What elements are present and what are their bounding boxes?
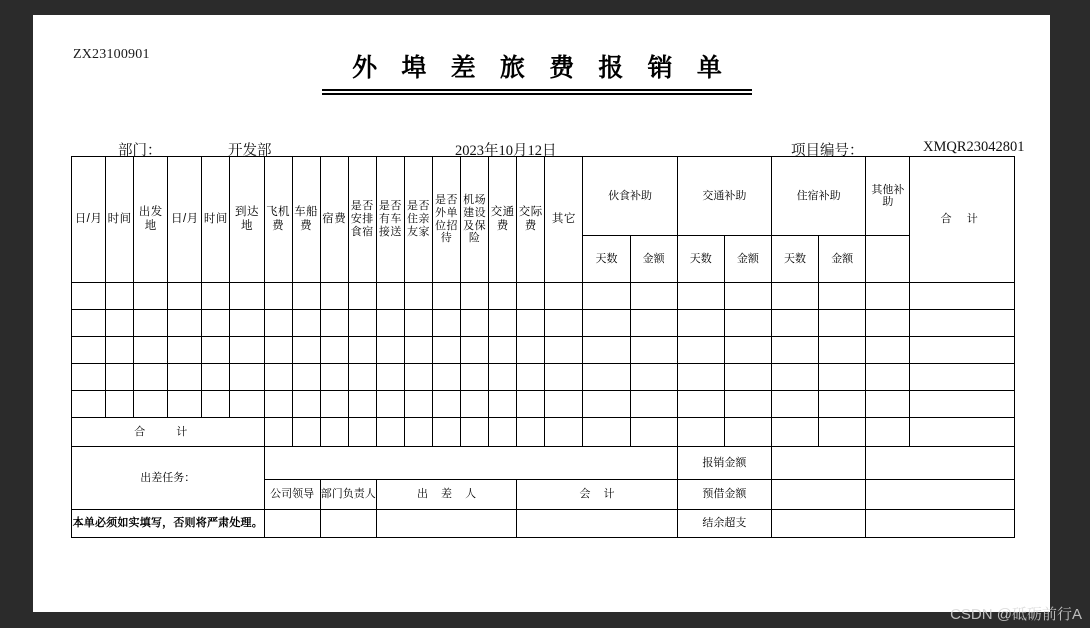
cell-lodging-amount[interactable]: [819, 364, 866, 391]
cell-depart-time[interactable]: [106, 391, 134, 418]
cell-other-fee[interactable]: [545, 364, 583, 391]
col-header-stay-relatives: 是否住亲友家: [404, 157, 432, 283]
col-header-lodging-days: 天数: [771, 236, 818, 283]
cell-train-boat-fare[interactable]: [292, 337, 320, 364]
cell-meal-days[interactable]: [583, 310, 630, 337]
cell-departure-place[interactable]: [134, 391, 168, 418]
cell-transport-days[interactable]: [677, 364, 724, 391]
summary-other-fee[interactable]: [545, 418, 583, 447]
cell-other-subsidy[interactable]: [866, 337, 910, 364]
cell-car-pickup[interactable]: [376, 283, 404, 310]
cell-meals-arranged[interactable]: [348, 364, 376, 391]
cell-grand-total[interactable]: [910, 310, 1015, 337]
cell-transport-days[interactable]: [677, 310, 724, 337]
col-header-depart-date: 日/月: [72, 157, 106, 283]
cell-lodging-days[interactable]: [771, 283, 818, 310]
cell-transport-days[interactable]: [677, 391, 724, 418]
summary-lodging-fee[interactable]: [320, 418, 348, 447]
cell-meal-days[interactable]: [583, 364, 630, 391]
cell-train-boat-fare[interactable]: [292, 391, 320, 418]
document-title-block: [322, 48, 752, 95]
summary-grand-total[interactable]: [910, 418, 1015, 447]
col-header-transport-days: 天数: [677, 236, 724, 283]
cell-other-subsidy[interactable]: [866, 283, 910, 310]
cell-arrival-place[interactable]: [230, 283, 264, 310]
cell-stay-relatives[interactable]: [404, 391, 432, 418]
cell-departure-place[interactable]: [134, 310, 168, 337]
col-header-car-pickup: 是否有车接送: [376, 157, 404, 283]
col-header-airport-construction-insurance: 机场建设及保险: [461, 157, 489, 283]
advance-amount-value[interactable]: [771, 479, 865, 509]
cell-arrive-time[interactable]: [202, 364, 230, 391]
cell-arrive-time[interactable]: [202, 391, 230, 418]
cell-airport-insurance[interactable]: [461, 364, 489, 391]
cell-lodging-days[interactable]: [771, 364, 818, 391]
col-header-depart-time: 时间: [106, 157, 134, 283]
cell-stay-relatives[interactable]: [404, 364, 432, 391]
col-header-meal-subsidy-group: 伙食补助: [583, 157, 677, 236]
col-header-meals-arranged: 是否安排食宿: [348, 157, 376, 283]
col-header-lodging-subsidy-group: 住宿补助: [771, 157, 865, 236]
advance-amount-label: 预借金额: [677, 479, 771, 509]
balance-overspend-value[interactable]: [771, 510, 865, 538]
col-header-lodging-fee: 宿费: [320, 157, 348, 283]
summary-meals-arranged[interactable]: [348, 418, 376, 447]
col-header-meal-amount: 金额: [630, 236, 677, 283]
cell-transport-fee[interactable]: [489, 391, 517, 418]
cell-other-fee[interactable]: [545, 337, 583, 364]
signature-blank-accountant[interactable]: [517, 510, 677, 538]
cell-depart-date[interactable]: [72, 310, 106, 337]
cell-depart-time[interactable]: [106, 283, 134, 310]
cell-meals-arranged[interactable]: [348, 391, 376, 418]
document-code: ZX23100901: [73, 47, 150, 62]
cell-entertainment-fee[interactable]: [517, 310, 545, 337]
cell-stay-relatives[interactable]: [404, 283, 432, 310]
summary-meal-days[interactable]: [583, 418, 630, 447]
col-header-external-hosting: 是否外单位招待: [433, 157, 461, 283]
cell-transport-days[interactable]: [677, 337, 724, 364]
col-header-other-subsidy: 其他补助: [866, 157, 910, 236]
department-label: 部门：: [118, 143, 162, 159]
cell-grand-total[interactable]: [910, 391, 1015, 418]
cell-transport-fee[interactable]: [489, 283, 517, 310]
summary-stay-relatives[interactable]: [404, 418, 432, 447]
cell-arrival-place[interactable]: [230, 364, 264, 391]
cell-transport-fee[interactable]: [489, 364, 517, 391]
cell-lodging-fee[interactable]: [320, 364, 348, 391]
summary-external-hosting[interactable]: [433, 418, 461, 447]
cell-airfare[interactable]: [264, 283, 292, 310]
cell-meal-amount[interactable]: [630, 391, 677, 418]
cell-transport-days[interactable]: [677, 283, 724, 310]
project-number-label: 项目编号：: [791, 143, 864, 159]
col-header-arrive-date: 日/月: [168, 157, 202, 283]
cell-car-pickup[interactable]: [376, 364, 404, 391]
cell-transport-amount[interactable]: [724, 310, 771, 337]
cell-arrive-date[interactable]: [168, 310, 202, 337]
cell-meal-amount[interactable]: [630, 364, 677, 391]
cell-external-hosting[interactable]: [433, 337, 461, 364]
cell-meals-arranged[interactable]: [348, 283, 376, 310]
signature-label-accountant: 会 计: [517, 479, 677, 509]
summary-car-pickup[interactable]: [376, 418, 404, 447]
cell-lodging-days[interactable]: [771, 337, 818, 364]
cell-depart-date[interactable]: [72, 364, 106, 391]
department-value: 开发部: [228, 143, 272, 159]
cell-other-subsidy[interactable]: [866, 364, 910, 391]
summary-transport-amount[interactable]: [724, 418, 771, 447]
cell-airport-insurance[interactable]: [461, 391, 489, 418]
cell-lodging-amount[interactable]: [819, 283, 866, 310]
signature-label-traveler: 出 差 人: [376, 479, 516, 509]
task-blank-band[interactable]: [264, 447, 677, 480]
cell-airport-insurance[interactable]: [461, 310, 489, 337]
signature-label-company-leader: 公司领导: [264, 479, 320, 509]
cell-train-boat-fare[interactable]: [292, 364, 320, 391]
table-row[interactable]: [72, 337, 1015, 364]
csdn-watermark: CSDN @砥砺前行A: [950, 606, 1082, 623]
col-header-transport-fee: 交通费: [489, 157, 517, 283]
balance-overspend-label: 结余超支: [677, 510, 771, 538]
cell-other-subsidy[interactable]: [866, 310, 910, 337]
cell-car-pickup[interactable]: [376, 391, 404, 418]
col-header-train-boat-fare: 车船费: [292, 157, 320, 283]
summary-lodging-days[interactable]: [771, 418, 818, 447]
cell-airport-insurance[interactable]: [461, 337, 489, 364]
table-row[interactable]: [72, 391, 1015, 418]
task-row: [72, 447, 1015, 480]
summary-train-boat-fare[interactable]: [292, 418, 320, 447]
cell-departure-place[interactable]: [134, 364, 168, 391]
date-value: 2023年10月12日: [455, 143, 557, 159]
cell-airfare[interactable]: [264, 337, 292, 364]
col-header-grand-total: 合 计: [910, 157, 1015, 283]
cell-lodging-amount[interactable]: [819, 310, 866, 337]
cell-car-pickup[interactable]: [376, 310, 404, 337]
balance-overspend-extra[interactable]: [866, 510, 1015, 538]
cell-grand-total[interactable]: [910, 364, 1015, 391]
cell-entertainment-fee[interactable]: [517, 364, 545, 391]
cell-external-hosting[interactable]: [433, 310, 461, 337]
col-header-departure-place: 出发地: [134, 157, 168, 283]
summary-airfare[interactable]: [264, 418, 292, 447]
cell-car-pickup[interactable]: [376, 337, 404, 364]
summary-entertainment-fee[interactable]: [517, 418, 545, 447]
cell-arrival-place[interactable]: [230, 391, 264, 418]
signature-blank-traveler[interactable]: [376, 510, 516, 538]
cell-meal-days[interactable]: [583, 283, 630, 310]
cell-departure-place[interactable]: [134, 337, 168, 364]
cell-external-hosting[interactable]: [433, 364, 461, 391]
cell-depart-time[interactable]: [106, 364, 134, 391]
cell-grand-total[interactable]: [910, 283, 1015, 310]
cell-lodging-fee[interactable]: [320, 337, 348, 364]
cell-grand-total[interactable]: [910, 337, 1015, 364]
cell-arrival-place[interactable]: [230, 310, 264, 337]
table-row[interactable]: [72, 310, 1015, 337]
title-double-rule: [322, 89, 752, 95]
cell-depart-time[interactable]: [106, 310, 134, 337]
cell-meal-amount[interactable]: [630, 310, 677, 337]
cell-transport-amount[interactable]: [724, 337, 771, 364]
cell-arrival-place[interactable]: [230, 337, 264, 364]
cell-transport-amount[interactable]: [724, 283, 771, 310]
summary-lodging-amount[interactable]: [819, 418, 866, 447]
cell-transport-amount[interactable]: [724, 364, 771, 391]
page-title: 外 埠 差 旅 费 报 销 单: [352, 55, 731, 82]
cell-lodging-days[interactable]: [771, 310, 818, 337]
advance-amount-extra[interactable]: [866, 479, 1015, 509]
cell-transport-fee[interactable]: [489, 310, 517, 337]
signature-label-department-head: 部门负责人: [320, 479, 376, 509]
cell-entertainment-fee[interactable]: [517, 391, 545, 418]
cell-airfare[interactable]: [264, 310, 292, 337]
cell-departure-place[interactable]: [134, 283, 168, 310]
expense-form-table-wrapper: [71, 156, 1015, 538]
cell-lodging-fee[interactable]: [320, 391, 348, 418]
col-header-meal-days: 天数: [583, 236, 630, 283]
cell-transport-fee[interactable]: [489, 337, 517, 364]
reimburse-amount-extra[interactable]: [866, 447, 1015, 480]
col-header-entertainment-fee: 交际费: [517, 157, 545, 283]
summary-label: 合 计: [72, 418, 265, 447]
cell-lodging-amount[interactable]: [819, 337, 866, 364]
cell-meal-amount[interactable]: [630, 283, 677, 310]
cell-arrive-date[interactable]: [168, 337, 202, 364]
cell-meal-amount[interactable]: [630, 337, 677, 364]
signature-blank-company-leader[interactable]: [264, 510, 320, 538]
cell-arrive-time[interactable]: [202, 310, 230, 337]
cell-arrive-date[interactable]: [168, 391, 202, 418]
cell-arrive-date[interactable]: [168, 364, 202, 391]
cell-airfare[interactable]: [264, 364, 292, 391]
project-number-value: XMQR23042801: [923, 139, 1025, 155]
col-header-airfare: 飞机费: [264, 157, 292, 283]
cell-arrive-time[interactable]: [202, 337, 230, 364]
cell-stay-relatives[interactable]: [404, 310, 432, 337]
summary-transport-fee[interactable]: [489, 418, 517, 447]
cell-airport-insurance[interactable]: [461, 283, 489, 310]
col-header-lodging-amount: 金额: [819, 236, 866, 283]
summary-meal-amount[interactable]: [630, 418, 677, 447]
document-page: [33, 15, 1050, 612]
cell-lodging-fee[interactable]: [320, 283, 348, 310]
cell-external-hosting[interactable]: [433, 283, 461, 310]
col-header-arrive-time: 时间: [202, 157, 230, 283]
reimburse-amount-label: 报销金额: [677, 447, 771, 480]
cell-arrive-time[interactable]: [202, 283, 230, 310]
col-header-transport-subsidy-group: 交通补助: [677, 157, 771, 236]
cell-depart-time[interactable]: [106, 337, 134, 364]
form-note: 本单必须如实填写，否则将严肃处理。: [72, 510, 265, 538]
summary-transport-days[interactable]: [677, 418, 724, 447]
reimburse-amount-value[interactable]: [771, 447, 865, 480]
note-signature-row: [72, 510, 1015, 538]
col-header-arrival-place: 到达地: [230, 157, 264, 283]
cell-other-fee[interactable]: [545, 310, 583, 337]
signature-blank-department-head[interactable]: [320, 510, 376, 538]
table-header-row-primary: [72, 157, 1015, 236]
table-row[interactable]: [72, 283, 1015, 310]
cell-other-subsidy[interactable]: [866, 391, 910, 418]
cell-train-boat-fare[interactable]: [292, 310, 320, 337]
cell-stay-relatives[interactable]: [404, 337, 432, 364]
cell-depart-date[interactable]: [72, 391, 106, 418]
cell-meals-arranged[interactable]: [348, 337, 376, 364]
summary-other-subsidy[interactable]: [866, 418, 910, 447]
business-task-label[interactable]: 出差任务：: [72, 447, 265, 510]
table-row[interactable]: [72, 364, 1015, 391]
expense-form-table: [71, 156, 1015, 538]
cell-other-fee[interactable]: [545, 391, 583, 418]
cell-external-hosting[interactable]: [433, 391, 461, 418]
col-header-other-subsidy-value: [866, 236, 910, 283]
cell-depart-date[interactable]: [72, 283, 106, 310]
cell-meal-days[interactable]: [583, 337, 630, 364]
cell-lodging-days[interactable]: [771, 391, 818, 418]
cell-airfare[interactable]: [264, 391, 292, 418]
cell-depart-date[interactable]: [72, 337, 106, 364]
cell-lodging-fee[interactable]: [320, 310, 348, 337]
cell-entertainment-fee[interactable]: [517, 283, 545, 310]
cell-transport-amount[interactable]: [724, 391, 771, 418]
cell-train-boat-fare[interactable]: [292, 283, 320, 310]
cell-arrive-date[interactable]: [168, 283, 202, 310]
cell-other-fee[interactable]: [545, 283, 583, 310]
summary-row: [72, 418, 1015, 447]
cell-meal-days[interactable]: [583, 391, 630, 418]
col-header-transport-amount: 金额: [724, 236, 771, 283]
col-header-other-fee: 其它: [545, 157, 583, 283]
cell-lodging-amount[interactable]: [819, 391, 866, 418]
cell-meals-arranged[interactable]: [348, 310, 376, 337]
summary-airport-insurance[interactable]: [461, 418, 489, 447]
cell-entertainment-fee[interactable]: [517, 337, 545, 364]
